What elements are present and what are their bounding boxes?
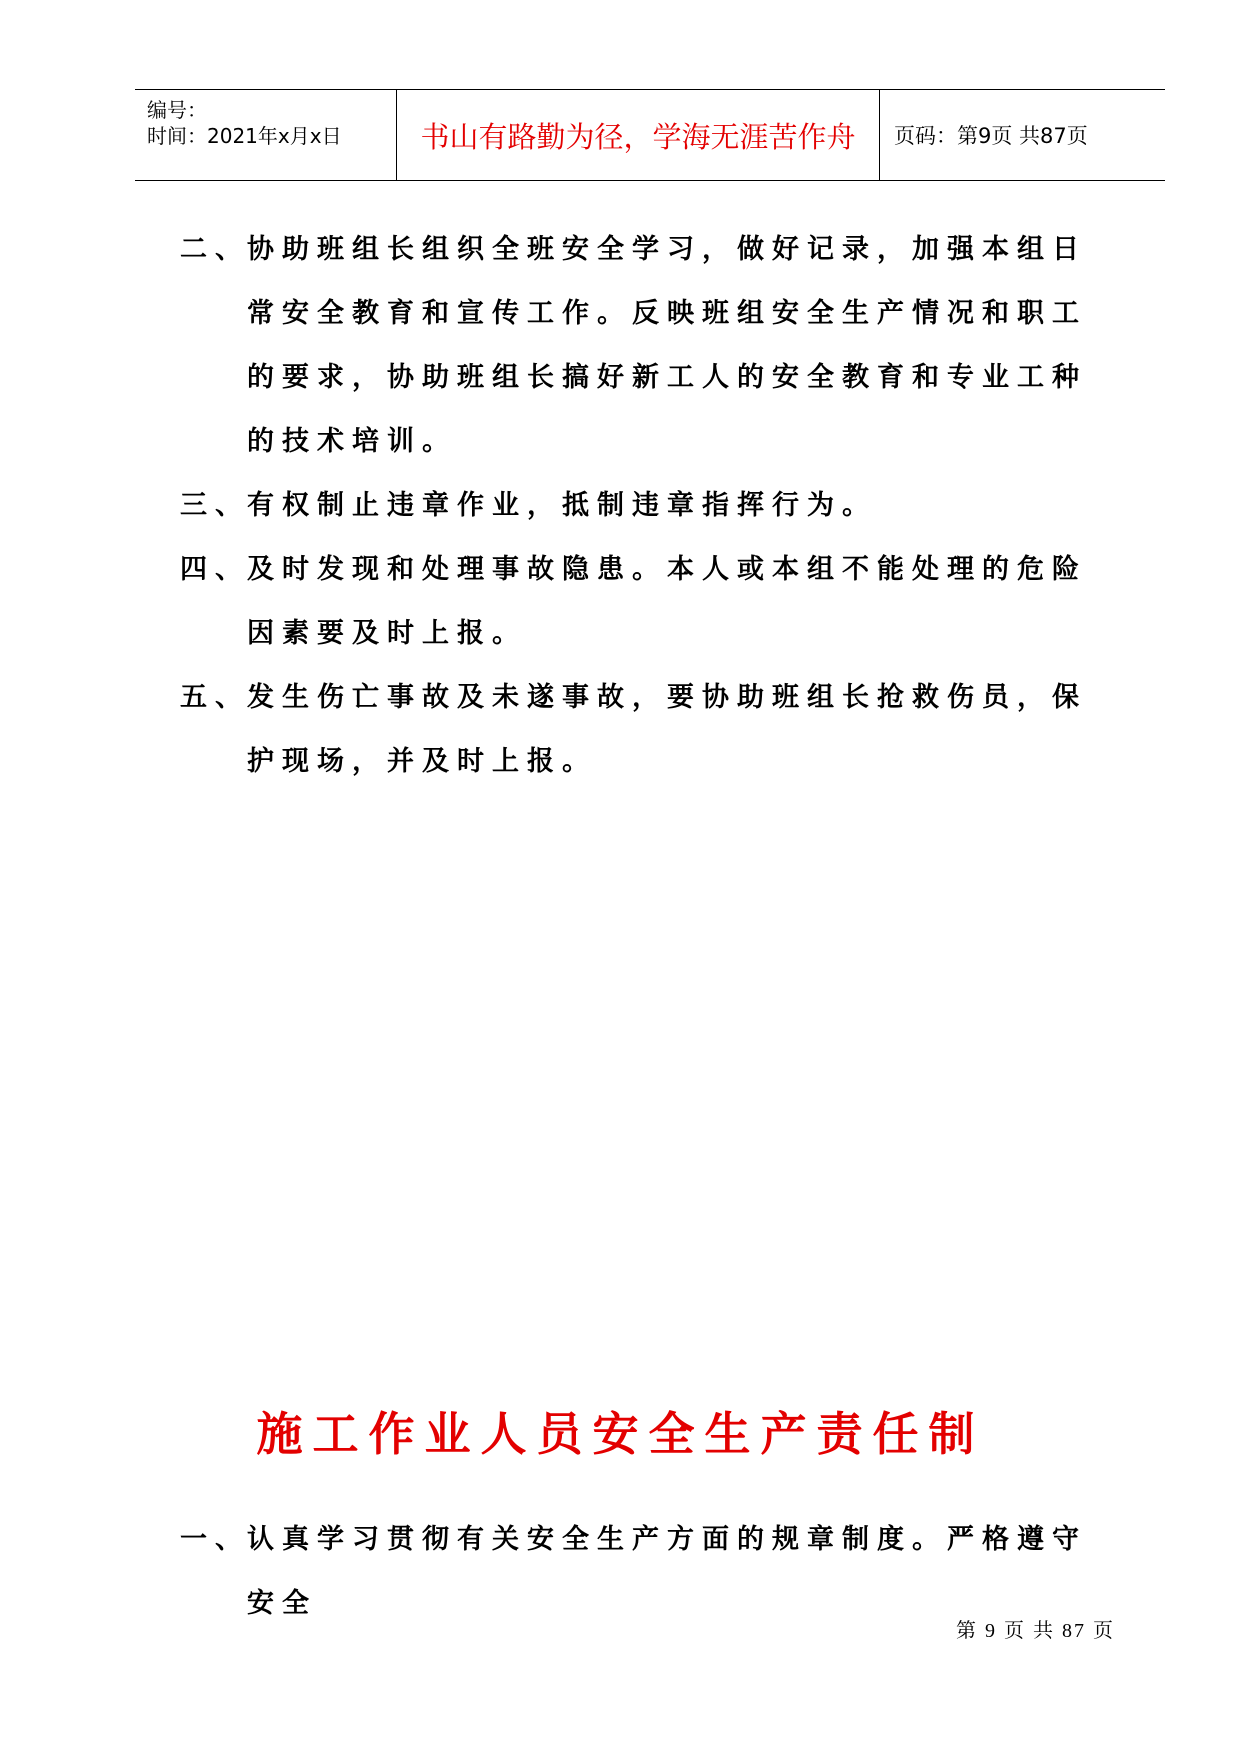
header-page-cell [880, 90, 1165, 180]
list-item [180, 666, 1120, 794]
page-footer: 第 9 页 共 87 页 [956, 1620, 1115, 1642]
list-item-text: 及时发现和处理事故隐患。本人或本组不能处理的危险因素要及时上报。 [247, 554, 1087, 649]
header-motto: 书山有路勤为径，学海无涯苦作舟 [420, 119, 856, 154]
list-item-number: 五、 [180, 682, 250, 713]
list-item-number: 四、 [180, 554, 250, 585]
list-item-text: 发生伤亡事故及未遂事故，要协助班组长抢救伤员，保护现场，并及时上报。 [247, 682, 1087, 777]
section-title: 施工作业人员安全生产责任制 [256, 1407, 985, 1461]
list-item-text: 有权制止违章作业，抵制违章指挥行为。 [247, 490, 877, 521]
header-info-cell [135, 90, 397, 180]
list-item-number: 一、 [180, 1524, 250, 1555]
page-header [135, 89, 1165, 181]
document-body-top [180, 218, 1120, 794]
document-number-label: 编号： [147, 98, 207, 122]
list-item [180, 474, 1120, 538]
document-time-label: 时间：2021年x月x日 [147, 124, 342, 148]
list-item-text: 认真学习贯彻有关安全生产方面的规章制度。严格遵守安全 [247, 1524, 1087, 1619]
list-item-number: 二、 [180, 234, 250, 265]
list-item-text: 协助班组长组织全班安全学习，做好记录，加强本组日常安全教育和宣传工作。反映班组安全生产情况和职工的要求，协助班组长搞好新工人的安全教育和专业工种的技术培训。 [247, 234, 1087, 457]
list-item [180, 218, 1120, 474]
header-page-number: 页码：第9页 共87页 [894, 124, 1088, 148]
list-item [180, 538, 1120, 666]
header-motto-cell [397, 90, 880, 180]
list-item-number: 三、 [180, 490, 250, 521]
